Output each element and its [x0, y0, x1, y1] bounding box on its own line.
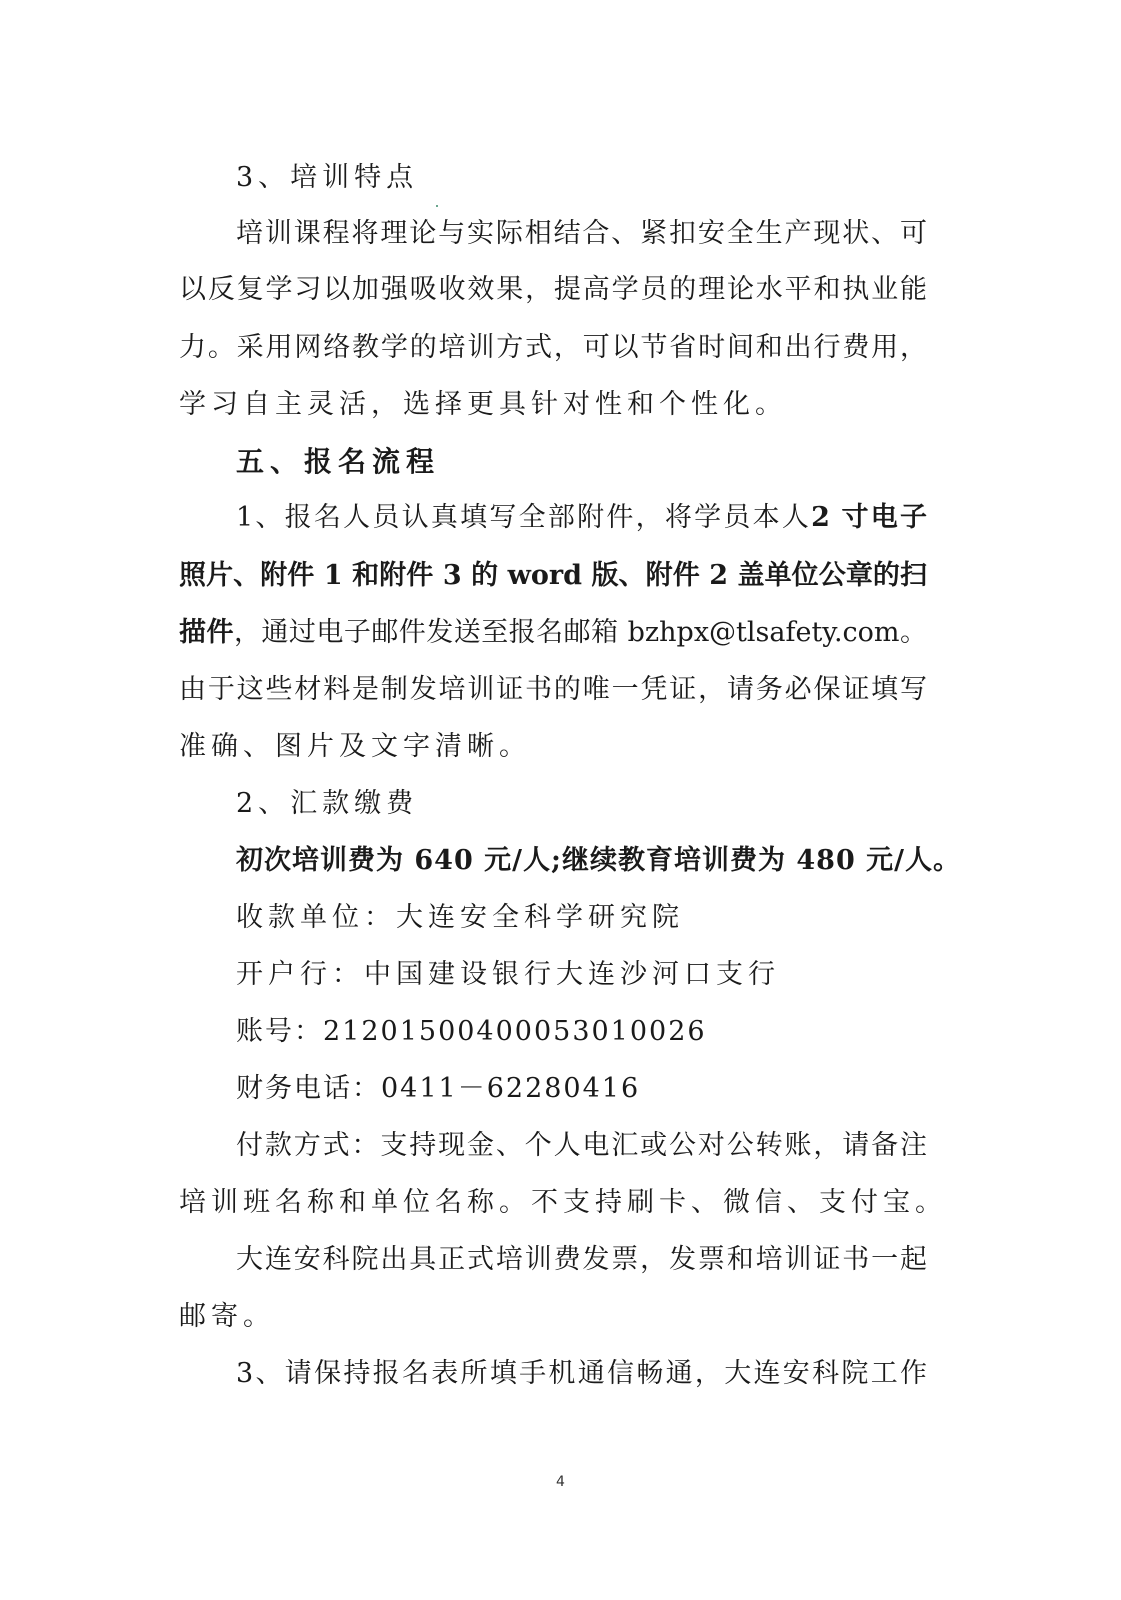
text-segment: 1、报名人员认真填写全部附件，将学员本人	[236, 502, 812, 533]
bank-line: 开户行：中国建设银行大连沙河口支行	[236, 959, 780, 990]
page-number: 4	[556, 1474, 565, 1490]
payment-method-line: 培训班名称和单位名称。不支持刷卡、微信、支付宝。	[179, 1187, 947, 1218]
paragraph-line	[179, 615, 927, 651]
fee-line: 初次培训费为 640 元/人;继续教育培训费为 480 元/人。	[236, 845, 962, 876]
scan-speck	[436, 205, 438, 207]
paragraph-line: 学习自主灵活，选择更具针对性和个性化。	[179, 389, 787, 420]
paragraph-line: 以反复学习以加强吸收效果，提高学员的理论水平和执业能	[179, 274, 927, 305]
paragraph-line: 准确、图片及文字清晰。	[179, 731, 531, 762]
emphasis-line: 照片、附件 1 和附件 3 的 word 版、附件 2 盖单位公章的扫	[179, 560, 927, 591]
payee-line: 收款单位：大连安全科学研究院	[236, 902, 684, 933]
paragraph-line: 力。采用网络教学的培训方式，可以节省时间和出行费用，	[179, 332, 927, 363]
finance-phone-line: 财务电话：0411－62280416	[236, 1073, 641, 1104]
emphasis-text: 2 寸电子	[811, 502, 927, 533]
payment-method-line: 付款方式：支持现金、个人电汇或公对公转账，请备注	[236, 1130, 927, 1161]
paragraph-line: 培训课程将理论与实际相结合、紧扣安全生产现状、可	[236, 218, 927, 249]
paragraph-line: 由于这些材料是制发培训证书的唯一凭证，请务必保证填写	[179, 674, 927, 705]
subsection-title-payment: 2、汇款缴费	[236, 788, 419, 819]
email-text: ，通过电子邮件发送至报名邮箱 bzhpx@tlsafety.com。	[233, 617, 928, 648]
subsection-title-training-features: 3、培训特点	[236, 162, 419, 193]
invoice-line: 邮寄。	[179, 1301, 275, 1332]
section-heading-registration-process: 五、报名流程	[236, 445, 441, 478]
invoice-line: 大连安科院出具正式培训费发票，发票和培训证书一起	[236, 1244, 927, 1275]
account-line: 账号：21201500400053010026	[236, 1016, 707, 1047]
paragraph-line: 3、请保持报名表所填手机通信畅通，大连安科院工作	[236, 1358, 927, 1389]
paragraph-line	[236, 500, 927, 536]
emphasis-text: 描件	[179, 617, 234, 648]
